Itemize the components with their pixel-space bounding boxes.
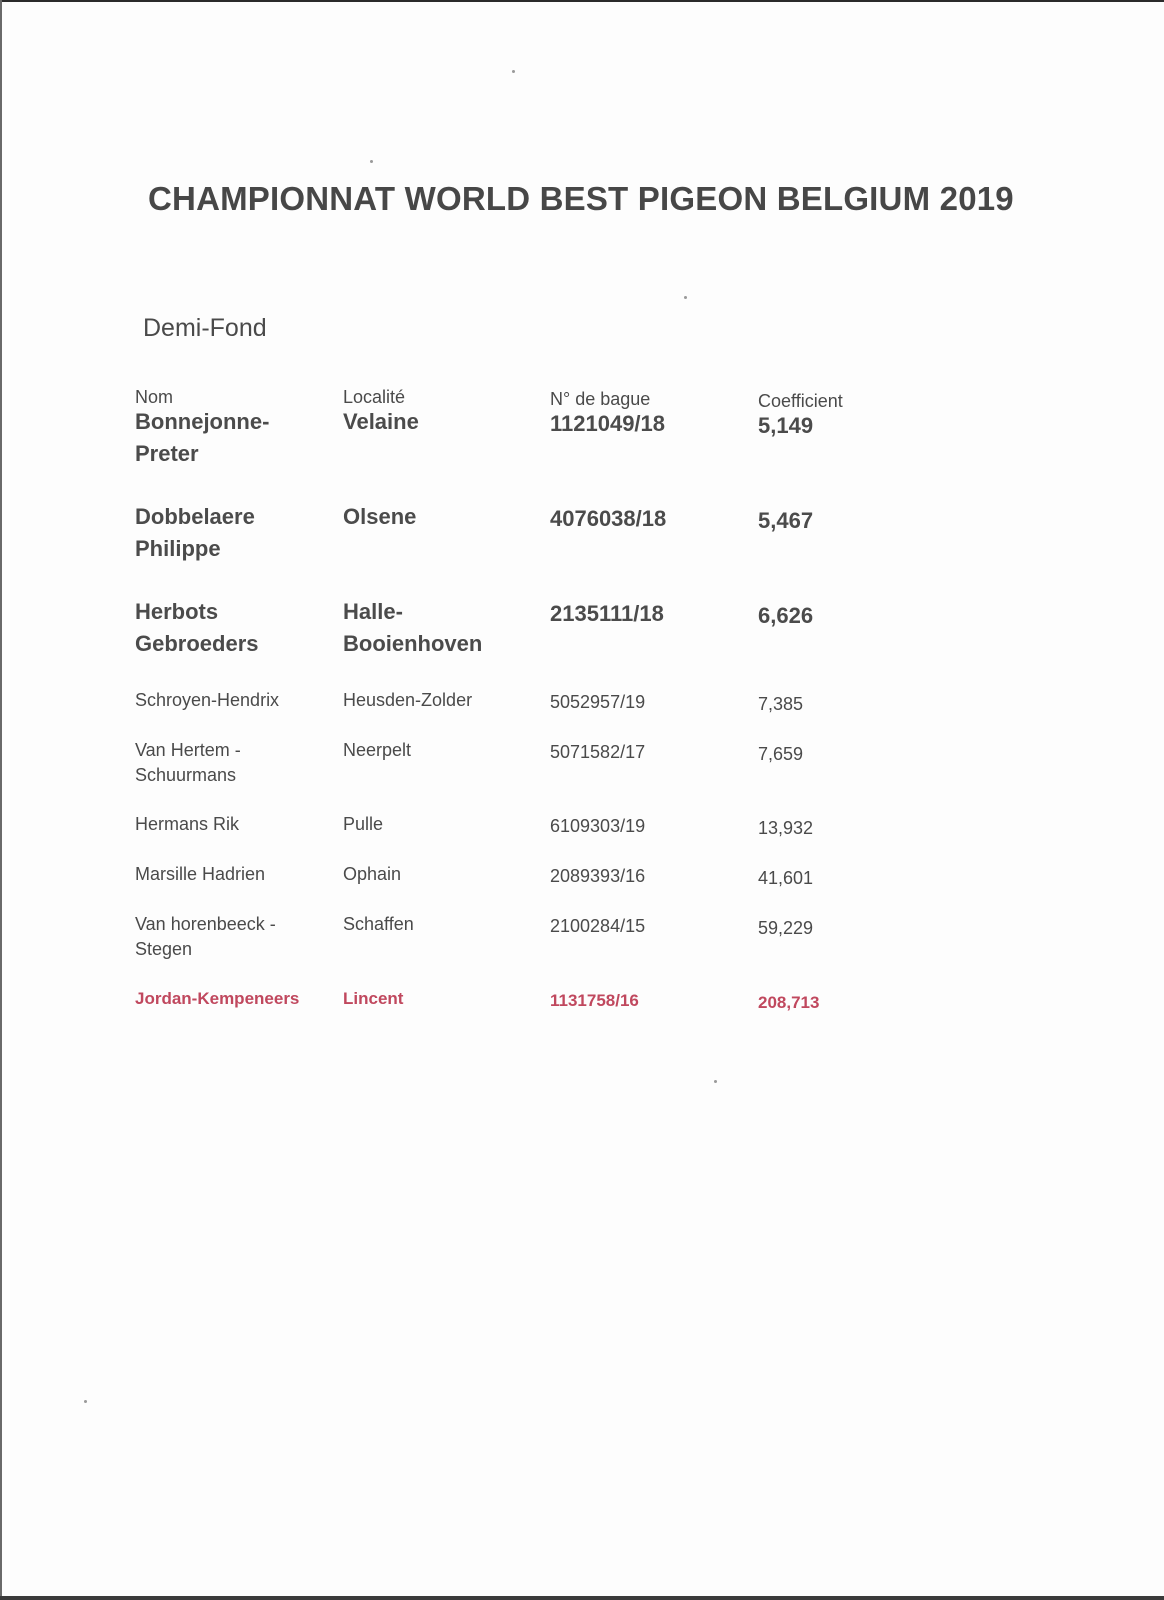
cell-nom: Bonnejonne- Preter (135, 409, 270, 466)
cell-localite: Lincent (343, 989, 404, 1008)
cell-bague: 2089393/16 (550, 866, 646, 886)
scan-edge-top (0, 0, 1164, 2)
cell-bague: 5052957/19 (550, 692, 646, 712)
cell-coefficient: 41,601 (758, 868, 814, 888)
cell-nom: Van Hertem - Schuurmans (135, 740, 241, 785)
cell-localite: Velaine (343, 409, 419, 434)
cell-coefficient: 59,229 (758, 918, 814, 938)
cell-nom: Herbots Gebroeders (135, 599, 259, 656)
cell-coefficient: 6,626 (758, 603, 814, 628)
column-header-bague: N° de bague (550, 389, 651, 409)
cell-coefficient: 13,932 (758, 818, 814, 838)
cell-localite: Halle- Booienhoven (343, 599, 483, 656)
cell-nom: Schroyen-Hendrix (135, 690, 280, 710)
cell-bague: 1131758/16 (550, 991, 639, 1010)
cell-bague: 2135111/18 (550, 601, 664, 626)
cell-nom: Marsille Hadrien (135, 864, 266, 884)
column-header-nom: Nom (135, 387, 174, 407)
cell-bague: 6109303/19 (550, 816, 646, 836)
cell-bague: 1121049/18 (550, 411, 666, 436)
document-title: CHAMPIONNAT WORLD BEST PIGEON BELGIUM 2019 (148, 180, 1014, 217)
cell-localite: Olsene (343, 504, 417, 529)
scan-speck (370, 160, 373, 163)
cell-coefficient: 208,713 (758, 993, 820, 1012)
scan-speck (684, 296, 687, 299)
cell-nom: Jordan-Kempeneers (135, 989, 300, 1008)
scan-edge-left (0, 0, 2, 1600)
scan-speck (512, 70, 515, 73)
scan-edge-bottom (0, 1596, 1164, 1600)
cell-coefficient: 5,149 (758, 413, 814, 438)
cell-nom: Hermans Rik (135, 814, 240, 834)
cell-bague: 5071582/17 (550, 742, 646, 762)
cell-localite: Ophain (343, 864, 402, 884)
cell-bague: 2100284/15 (550, 916, 646, 936)
cell-coefficient: 7,385 (758, 694, 804, 714)
cell-localite: Pulle (343, 814, 384, 834)
cell-bague: 4076038/18 (550, 506, 667, 531)
column-header-coefficient: Coefficient (758, 391, 843, 411)
cell-localite: Schaffen (343, 914, 414, 934)
column-header-localite: Localité (343, 387, 406, 407)
cell-coefficient: 5,467 (758, 508, 814, 533)
cell-coefficient: 7,659 (758, 744, 804, 764)
cell-localite: Neerpelt (343, 740, 412, 760)
cell-nom: Dobbelaere Philippe (135, 504, 255, 561)
cell-nom: Van horenbeeck - Stegen (135, 914, 276, 959)
scan-speck (714, 1080, 717, 1083)
section-heading: Demi-Fond (143, 314, 267, 342)
scan-speck (84, 1400, 87, 1403)
cell-localite: Heusden-Zolder (343, 690, 473, 710)
